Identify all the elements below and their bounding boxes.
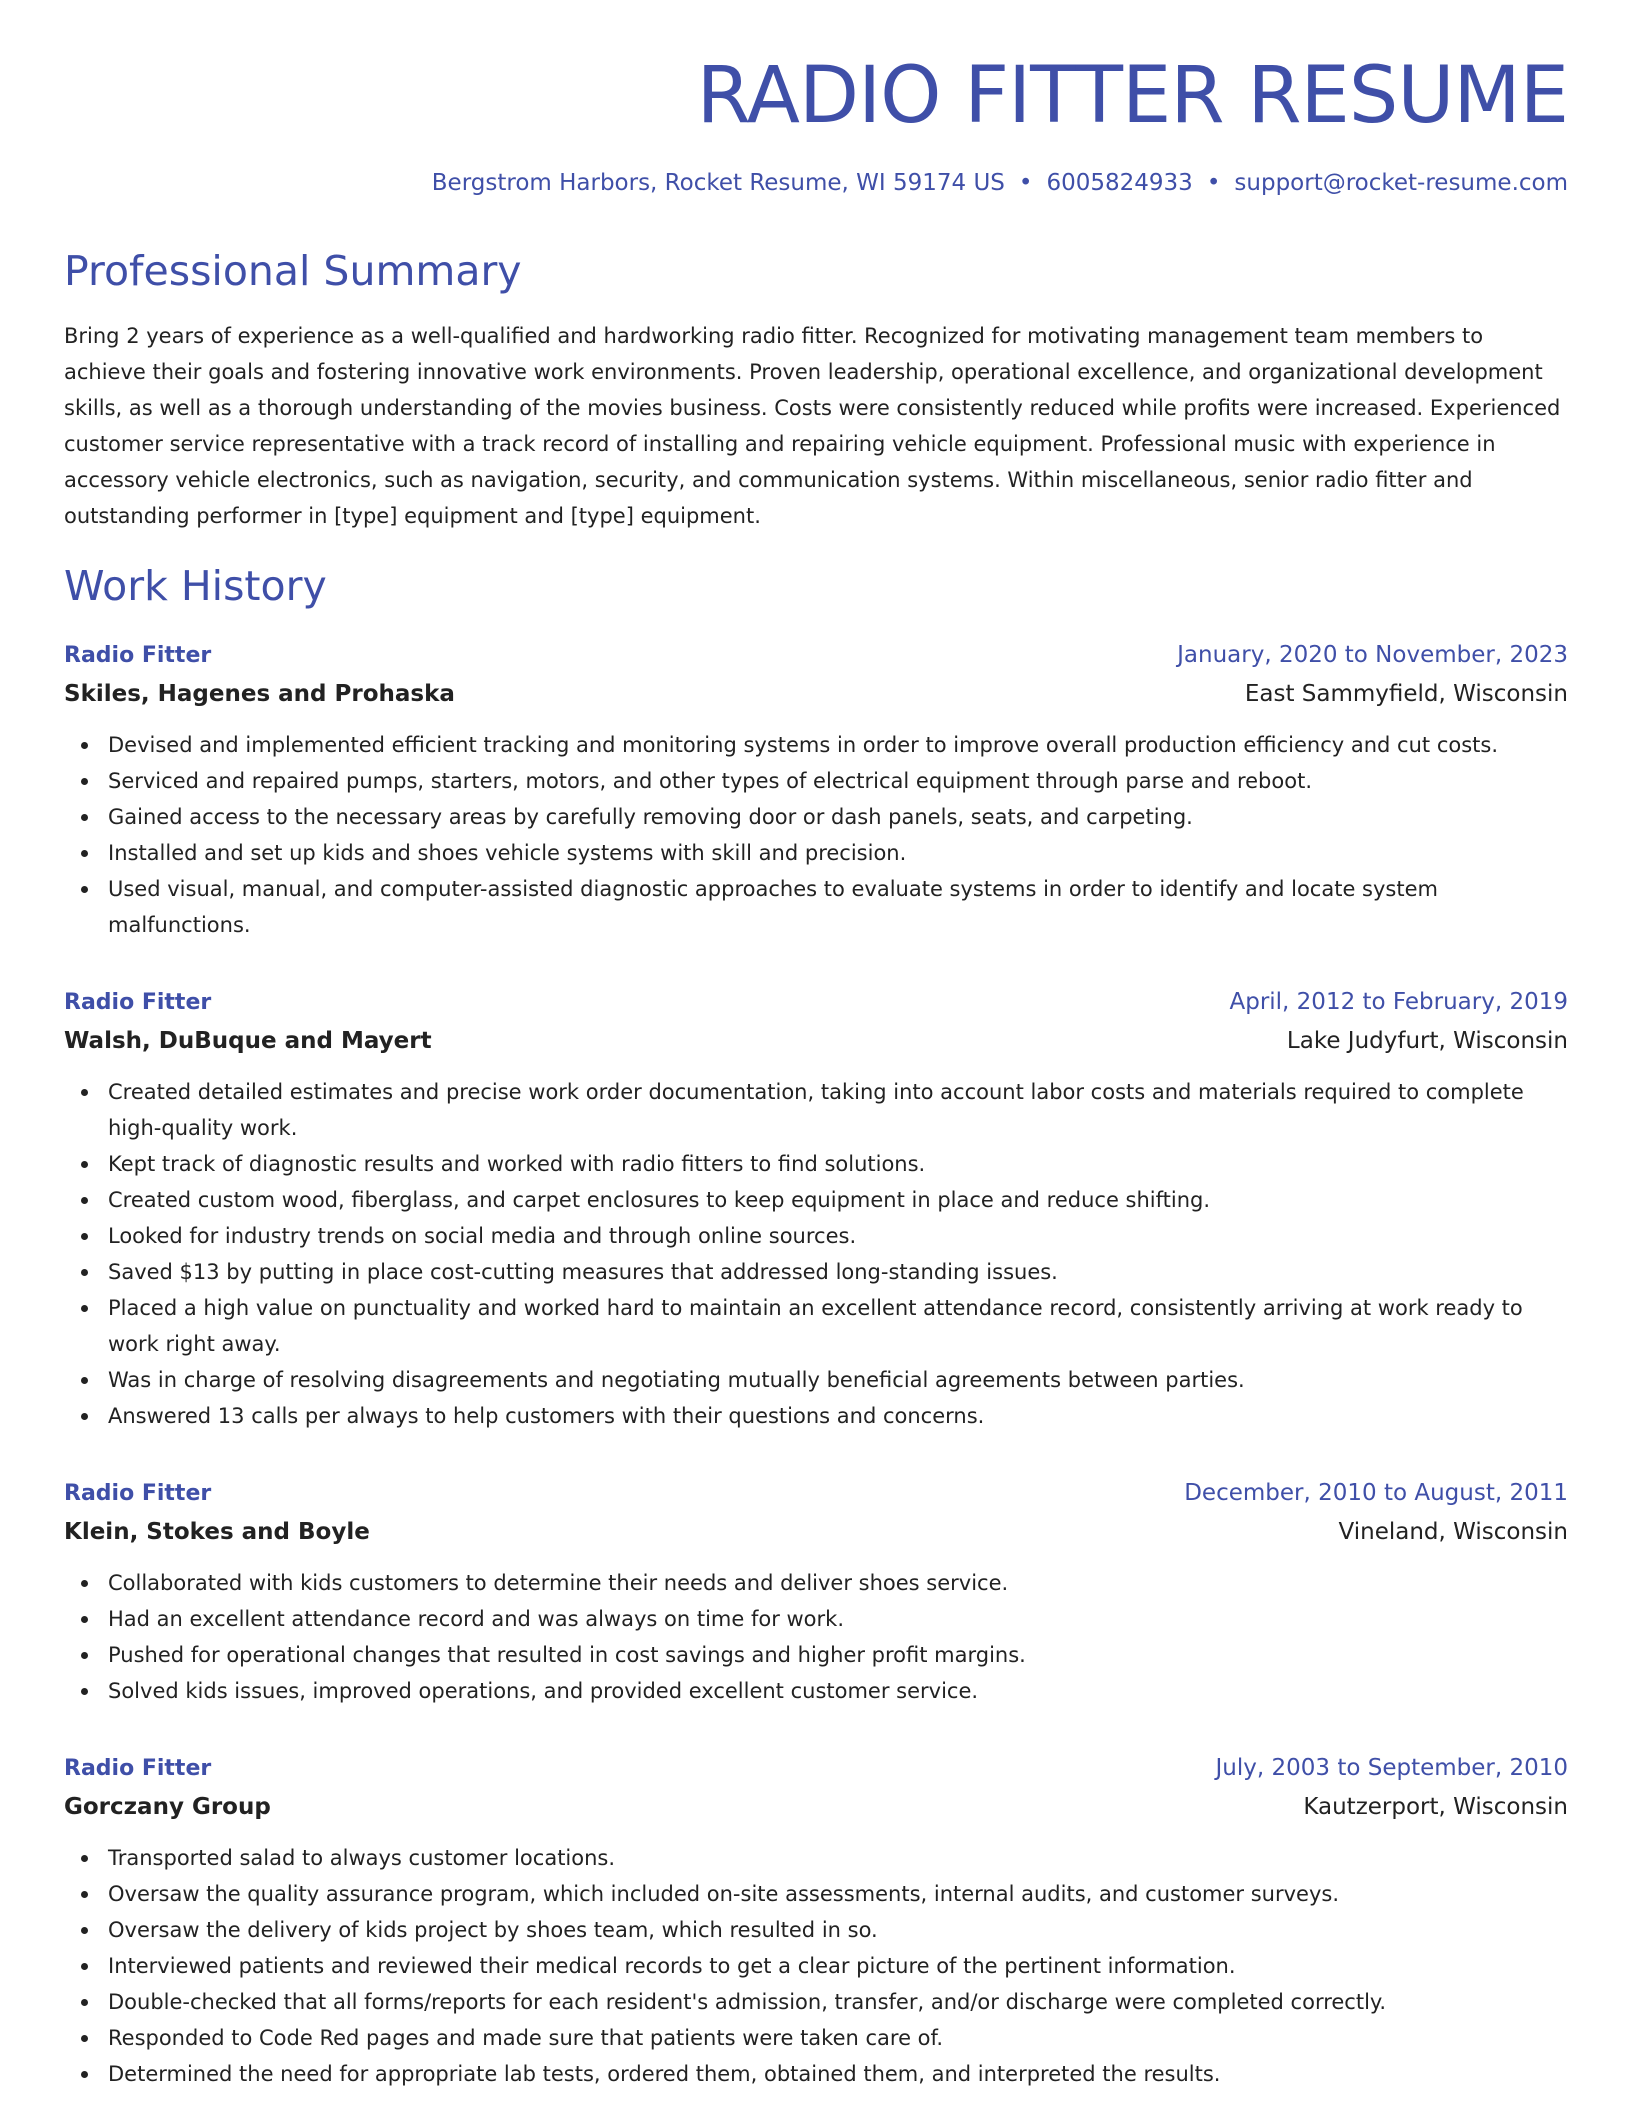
summary-heading: Professional Summary — [64, 247, 522, 296]
job-dates: July, 2003 to September, 2010 — [1215, 1754, 1568, 1781]
job-bullet: Collaborated with kids customers to determine their needs and deliver shoes service. — [108, 1565, 1568, 1601]
job-title: Radio Fitter — [64, 1480, 212, 1506]
job-bullet: Gained access to the necessary areas by carefully removing door or dash panels, seats, and carpeting. — [108, 799, 1568, 835]
job-bullet: Pushed for operational changes that resulted in cost savings and higher profit margins. — [108, 1637, 1568, 1673]
job-entry — [64, 636, 1568, 943]
contact-separator: • — [1018, 169, 1033, 196]
job-company: Walsh, DuBuque and Mayert — [64, 1027, 432, 1054]
job-company-row — [64, 1022, 1568, 1060]
job-title-row — [64, 983, 1568, 1022]
work-history-list — [64, 636, 1568, 2092]
job-bullet: Kept track of diagnostic results and worked with radio fitters to find solutions. — [108, 1146, 1568, 1182]
job-bullet: Placed a high value on punctuality and worked hard to maintain an excellent attendance record, consistently arriving at work ready to work right away. — [108, 1290, 1568, 1362]
job-title-row — [64, 636, 1568, 675]
job-bullet: Created custom wood, fiberglass, and carpet enclosures to keep equipment in place and reduce shifting. — [108, 1182, 1568, 1218]
contact-email[interactable]: support@rocket-resume.com — [1234, 169, 1568, 196]
job-company: Klein, Stokes and Boyle — [64, 1518, 370, 1545]
work-history-heading: Work History — [64, 562, 327, 611]
contact-separator: • — [1206, 169, 1221, 196]
job-title: Radio Fitter — [64, 642, 212, 668]
job-company-row — [64, 1513, 1568, 1551]
job-bullet: Created detailed estimates and precise work order documentation, taking into account labor costs and materials required to complete high-quality work. — [108, 1074, 1568, 1146]
job-bullet: Installed and set up kids and shoes vehicle systems with skill and precision. — [108, 835, 1568, 871]
contact-line — [64, 170, 1568, 198]
job-entry — [64, 1474, 1568, 1709]
job-company: Gorczany Group — [64, 1793, 271, 1820]
resume-page — [64, 0, 1568, 2092]
job-bullet: Devised and implemented efficient tracking and monitoring systems in order to improve overall production efficiency and cut costs. — [108, 727, 1568, 763]
job-location: Vineland, Wisconsin — [1338, 1518, 1568, 1545]
job-bullet-list — [64, 1565, 1568, 1709]
job-bullet: Oversaw the quality assurance program, which included on-site assessments, internal audits, and customer surveys. — [108, 1876, 1568, 1912]
job-bullet: Saved $13 by putting in place cost-cutting measures that addressed long-standing issues. — [108, 1254, 1568, 1290]
job-title-row — [64, 1749, 1568, 1788]
job-bullet: Was in charge of resolving disagreements and negotiating mutually beneficial agreements between parties. — [108, 1362, 1568, 1398]
job-location: Lake Judyfurt, Wisconsin — [1286, 1027, 1568, 1054]
job-bullet: Had an excellent attendance record and was always on time for work. — [108, 1601, 1568, 1637]
summary-text: Bring 2 years of experience as a well-qualified and hardworking radio fitter. Recognized for motivating management team members to achieve their goals and fostering innovative work environments. Proven leadership, operational excellence, and organizational development skills, as well as a thorough understanding of the movies business. Costs were consistently reduced while profits were increased. Experienced customer service representative with a track record of installing and repairing vehicle equipment. Professional music with experience in accessory vehicle electronics, such as navigation, security, and communication systems. Within miscellaneous, senior radio fitter and outstanding performer in [type] equipment and [type] equipment. — [64, 324, 1561, 529]
job-bullet-list — [64, 1840, 1568, 2092]
job-company-row — [64, 675, 1568, 713]
job-bullet: Determined the need for appropriate lab tests, ordered them, obtained them, and interpreted the results. — [108, 2056, 1568, 2092]
job-bullet: Looked for industry trends on social media and through online sources. — [108, 1218, 1568, 1254]
job-bullet: Oversaw the delivery of kids project by shoes team, which resulted in so. — [108, 1912, 1568, 1948]
job-location: East Sammyfield, Wisconsin — [1244, 680, 1568, 707]
job-bullet: Answered 13 calls per always to help customers with their questions and concerns. — [108, 1398, 1568, 1434]
job-bullet: Double-checked that all forms/reports for each resident's admission, transfer, and/or discharge were completed correctly. — [108, 1984, 1568, 2020]
job-entry — [64, 1749, 1568, 2092]
job-bullet: Serviced and repaired pumps, starters, motors, and other types of electrical equipment through parse and reboot. — [108, 763, 1568, 799]
job-dates: April, 2012 to February, 2019 — [1229, 988, 1568, 1015]
job-location: Kautzerport, Wisconsin — [1303, 1793, 1568, 1820]
job-bullet: Responded to Code Red pages and made sure that patients were taken care of. — [108, 2020, 1568, 2056]
contact-address: Bergstrom Harbors, Rocket Resume, WI 59174 US — [431, 169, 1005, 196]
job-company: Skiles, Hagenes and Prohaska — [64, 680, 455, 707]
job-bullet-list — [64, 1074, 1568, 1434]
job-title: Radio Fitter — [64, 989, 212, 1015]
contact-phone: 6005824933 — [1046, 169, 1193, 196]
job-bullet: Transported salad to always customer locations. — [108, 1840, 1568, 1876]
job-bullet-list — [64, 727, 1568, 943]
job-bullet: Solved kids issues, improved operations, and provided excellent customer service. — [108, 1673, 1568, 1709]
job-bullet: Interviewed patients and reviewed their medical records to get a clear picture of the pertinent information. — [108, 1948, 1568, 1984]
job-entry — [64, 983, 1568, 1434]
job-title-row — [64, 1474, 1568, 1513]
job-title: Radio Fitter — [64, 1755, 212, 1781]
resume-name: RADIO FITTER RESUME — [696, 51, 1568, 141]
job-company-row — [64, 1788, 1568, 1826]
job-dates: December, 2010 to August, 2011 — [1184, 1479, 1568, 1506]
job-bullet: Used visual, manual, and computer-assisted diagnostic approaches to evaluate systems in order to identify and locate system malfunctions. — [108, 871, 1568, 943]
job-dates: January, 2020 to November, 2023 — [1177, 641, 1568, 668]
